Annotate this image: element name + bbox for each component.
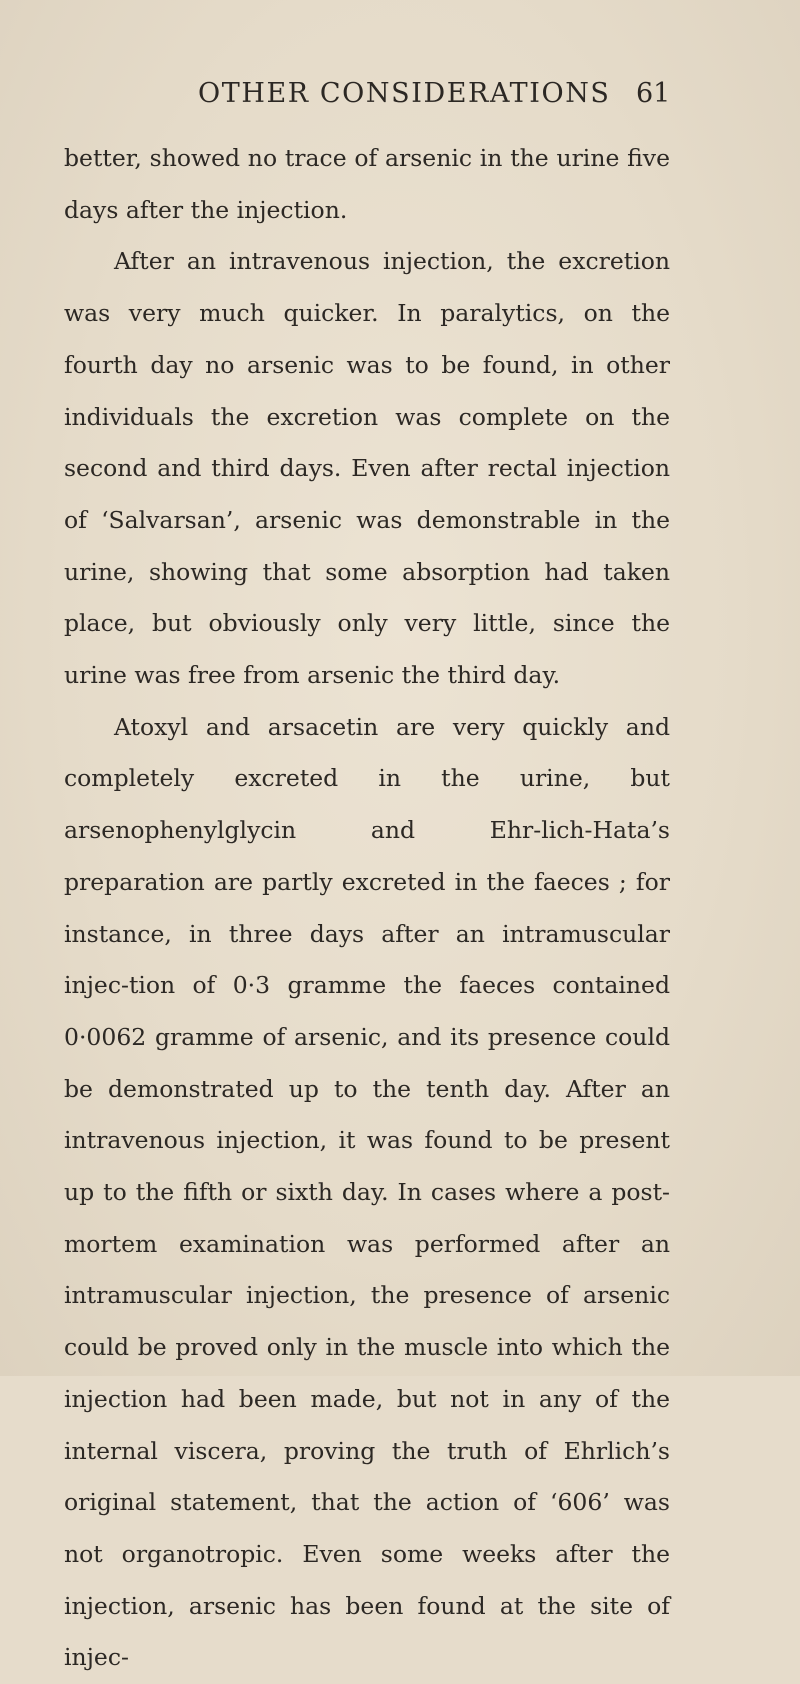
running-head: OTHER CONSIDERATIONS (198, 78, 611, 109)
body-text (64, 133, 670, 1684)
paragraph-intravenous-excretion: After an intravenous injection, the excretion was very much quicker. In paralytics, on the fourth day no arsenic was to be found, in other individuals the excretion was complete on the second and third days. Even after rectal injection of ‘Salvarsan’, arsenic was demonstrable in the urine, showing that some absorption had taken place, but obviously only very little, since the urine was free from arsenic the third day. (64, 247, 670, 690)
page-number: 61 (636, 78, 671, 109)
page-header (0, 74, 800, 114)
paragraph-continuation: better, showed no trace of arsenic in the urine five days after the injection. (64, 144, 670, 224)
paragraph-atoxyl-arsacetin: Atoxyl and arsacetin are very quickly and completely excreted in the urine, but arsenophenylglycin and Ehr-lich-Hata’s preparation are partly excreted in the faeces ; for instance, in three days after an intramuscular injec-tion of 0·3 gramme the faeces contained 0·0062 gramme of arsenic, and its presence could be demonstrated up to the tenth day. After an intravenous injection, it was found to be present up to the fifth or sixth day. In cases where a post-mortem examination was performed after an intramuscular injection, the presence of arsenic could be proved only in the muscle into which the injection had been made, but not in any of the internal viscera, proving the truth of Ehrlich’s original statement, that the action of ‘606’ was not organotropic. Even some weeks after the injection, arsenic has been found at the site of injec- (64, 712, 670, 1672)
